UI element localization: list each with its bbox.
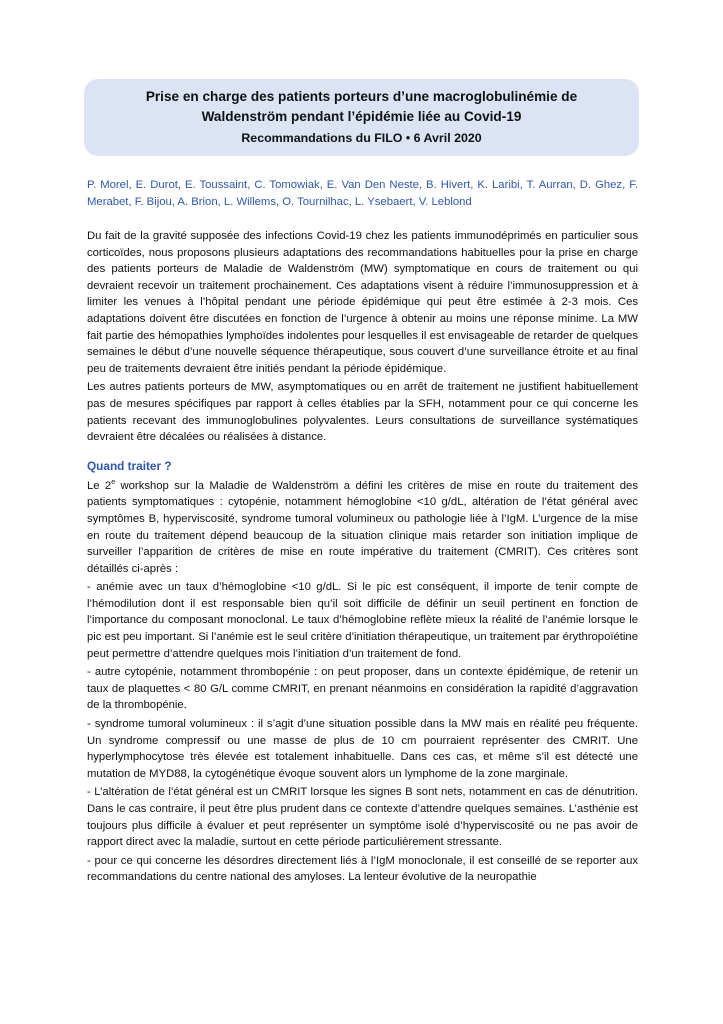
section-intro-paragraph <box>87 478 638 578</box>
criteria-item-igm-disorders: - pour ce qui concerne les désordres directement liés à l’IgM monoclonale, il est conseillé de se reporter aux recommandations du centre national des amyloses. La lenteur évolutive de la neuropathie <box>87 854 638 884</box>
document-body <box>87 228 638 888</box>
section-intro-rest: workshop sur la Maladie de Waldenström a défini les critères de mise en route du traitement des patients symptomatiques : cytopénie, notamment hémoglobine <10 g/dL, altération de l’état général avec symptômes B, hyperviscosité, syndrome tumoral volumineux ou pathologie liée à l’IgM. L’urgence de la mise en route du traitement dépend beaucoup de la situation clinique mais retarder son initiation implique de surveiller l’apparition de critères de mise en route impérative du traitement (CMRIT). Ces critères sont détaillés ci-après : <box>87 479 638 575</box>
document-title-line-2: Waldenström pendant l’épidémie liée au Covid-19 <box>201 109 522 124</box>
author-list: P. Morel, E. Durot, E. Toussaint, C. Tomowiak, E. Van Den Neste, B. Hivert, K. Laribi, T. Aurran, D. Ghez, F. Merabet, F. Bijou, A. Brion, L. Willems, O. Tournilhac, L. Ysebaert, V. Leblond <box>87 179 638 208</box>
criteria-item-thrombopenia: - autre cytopénie, notamment thrombopénie : on peut proposer, dans un contexte épidémique, de retenir un taux de plaquettes < 80 G/L comme CMRIT, en prenant néanmoins en considération la rapidité d’aggravation de la thrombopénie. <box>87 666 638 712</box>
title-banner <box>84 79 639 156</box>
ordinal-superscript: e <box>111 478 116 486</box>
criteria-item-general-state: - L’altération de l’état général est un CMRIT lorsque les signes B sont nets, notamment en cas de dénutrition. Dans le cas contraire, il peut être plus prudent dans ce contexte d’attendre quelques semaines. L’asthénie est toujours plus difficile à évaluer et peut représenter un symptôme isolé d’hyperviscosité ou ne pas avoir de rapport direct avec la maladie, surtout en cette période particulièrement stressante. <box>87 786 638 849</box>
criteria-item-tumoral-syndrome: - syndrome tumoral volumineux : il s’agit d’une situation possible dans la MW mais en réalité peu fréquente. Un syndrome compressif ou une masse de plus de 10 cm pourraient représenter des CMRIT. Une hyperlymphocytose très élevée est totalement inhabituelle. Dans ces cas, et même s’il est détecté une mutation de MYD88, la cytogénétique évoque souvent alors un lymphome de la zone marginale. <box>87 718 638 780</box>
intro-paragraph-2: Les autres patients porteurs de MW, asymptomatiques ou en arrêt de traitement ne justifient habituellement pas de mesures spécifiques par rapport à celles établies par la SFH, notamment pour ce qui concerne les patients recevant des immunoglobulines polyvalentes. Leurs consultations de surveillance systématiques devraient être décalées ou réalisées à distance. <box>87 381 638 444</box>
section-intro-start: Le 2 <box>87 479 112 492</box>
criteria-item-anemia: - anémie avec un taux d’hémoglobine <10 g/dL. Si le pic est conséquent, il importe de tenir compte de l’hémodilution dont il est responsable bien qu’il soit difficile de définir un seuil pertinent en fonction de l’importance du composant monoclonal. Le taux d’hémoglobine reflète mieux la réalité de l’anémie lorsque le pic est peu important. Si l’anémie est le seul critère d’initiation thérapeutique, un traitement par érythropoïétine peut permettre d’attendre quelques mois l’initiation d’un traitement de fond. <box>87 581 638 660</box>
document-title-line-1: Prise en charge des patients porteurs d’une macroglobulinémie de <box>145 89 578 104</box>
intro-paragraph-1: Du fait de la gravité supposée des infections Covid-19 chez les patients immunodéprimés en particulier sous corticoïdes, nous proposons plusieurs adaptations des recommandations habituelles pour la prise en charge des patients porteurs de Maladie de Waldenström (MW) symptomatique en cours de traitement ou qui devraient recevoir un traitement prochainement. Ces adaptations visent à réduire l’immunosuppression et à limiter les venues à l’hôpital pendant une période épidémique qui peut être estimée à 2-3 mois. Ces adaptations doivent être discutées en fonction de l’urgence à obtenir au moins une réponse minime. La MW fait partie des hémopathies lymphoïdes indolentes pour lesquelles il est envisageable de retarder de quelques semaines le début d’une nouvelle séquence thérapeutique, sous couvert d’une surveillance étroite et au final peu de traitements devraient être initiés pendant la période épidémique. <box>87 230 638 375</box>
section-heading-quand-traiter: Quand traiter ? <box>87 458 172 473</box>
document-subtitle: Recommandations du FILO • 6 Avril 2020 <box>241 131 482 145</box>
